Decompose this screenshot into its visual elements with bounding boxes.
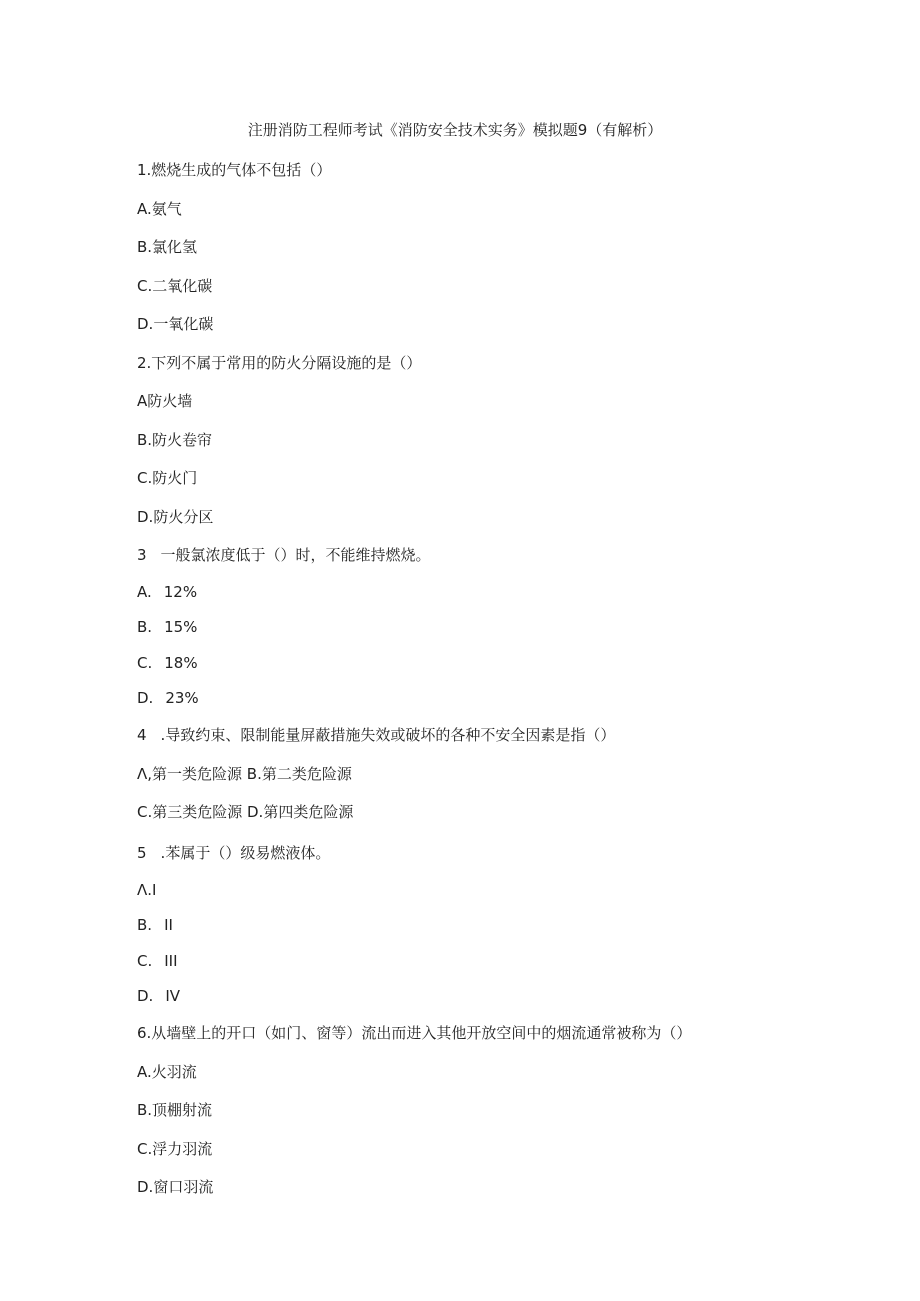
question-4-number: 4 xyxy=(137,726,147,744)
question-2-option-c: C.防火门 xyxy=(137,469,198,487)
question-1-option-c: C.二氧化碳 xyxy=(137,277,213,295)
option-value: 18% xyxy=(164,654,198,672)
question-6-option-c: C.浮力羽流 xyxy=(137,1140,213,1158)
question-5-option-a xyxy=(137,880,156,900)
question-6-stem: 6.从墙壁上的开口（如门、窗等）流出而进入其他开放空间中的烟流通常被称为（） xyxy=(137,1024,692,1042)
question-5-option-c xyxy=(137,951,178,971)
question-1-option-d: D.一氧化碳 xyxy=(137,315,214,333)
question-4-stem: .导致约束、限制能量屏蔽措施失效或破坏的各种不安全因素是指（） xyxy=(160,726,616,744)
question-1-option-b: B.氯化氢 xyxy=(137,238,198,256)
question-3-option-b xyxy=(137,617,197,637)
question-5-number: 5 xyxy=(137,844,147,862)
option-value: I xyxy=(152,881,157,899)
question-5-option-d xyxy=(137,986,180,1006)
question-6-option-a: A.火羽流 xyxy=(137,1063,197,1081)
option-value: 23% xyxy=(165,689,199,707)
question-6-option-d: D.窗口羽流 xyxy=(137,1178,214,1196)
question-1-stem: 1.燃烧生成的气体不包括（） xyxy=(137,161,332,179)
option-letter: A. xyxy=(137,583,152,601)
option-letter: C. xyxy=(137,654,153,672)
question-2-option-a: A防火墙 xyxy=(137,392,193,410)
question-2-option-b: B.防火卷帘 xyxy=(137,431,213,449)
question-4-stem-line xyxy=(137,725,615,745)
question-3-stem-line xyxy=(137,545,431,565)
option-letter: B. xyxy=(137,618,153,636)
question-3-option-d xyxy=(137,688,199,708)
question-3-option-c xyxy=(137,653,198,673)
question-2-option-d: D.防火分区 xyxy=(137,508,214,526)
question-3-number: 3 xyxy=(137,546,147,564)
question-6-option-b: B.顶棚射流 xyxy=(137,1101,213,1119)
question-4-options-row-2: C.第三类危险源 D.第四类危险源 xyxy=(137,803,354,821)
document-title: 注册消防工程师考试《消防安全技术实务》模拟题9（有解析） xyxy=(247,121,663,139)
option-value: IV xyxy=(165,987,181,1005)
question-3-stem: 一般氯浓度低于（）时，不能维持燃烧。 xyxy=(160,546,431,564)
option-value: II xyxy=(164,916,173,934)
option-letter: D. xyxy=(137,987,154,1005)
option-value: 12% xyxy=(163,583,198,601)
question-5-stem: .苯属于（）级易燃液体。 xyxy=(160,844,331,862)
question-5-stem-line xyxy=(137,843,330,863)
option-letter: Λ. xyxy=(137,881,153,899)
option-letter: D. xyxy=(137,689,154,707)
question-4-options-row-1: Λ,第一类危险源 B.第二类危险源 xyxy=(137,765,352,783)
option-value: 15% xyxy=(164,618,198,636)
question-3-option-a xyxy=(137,582,197,602)
question-2-stem: 2.下列不属于常用的防火分隔设施的是（） xyxy=(137,354,422,372)
option-letter: C. xyxy=(137,952,153,970)
option-letter: B. xyxy=(137,916,153,934)
option-value: III xyxy=(164,952,178,970)
question-1-option-a: A.氨气 xyxy=(137,200,182,218)
question-5-option-b xyxy=(137,915,173,935)
